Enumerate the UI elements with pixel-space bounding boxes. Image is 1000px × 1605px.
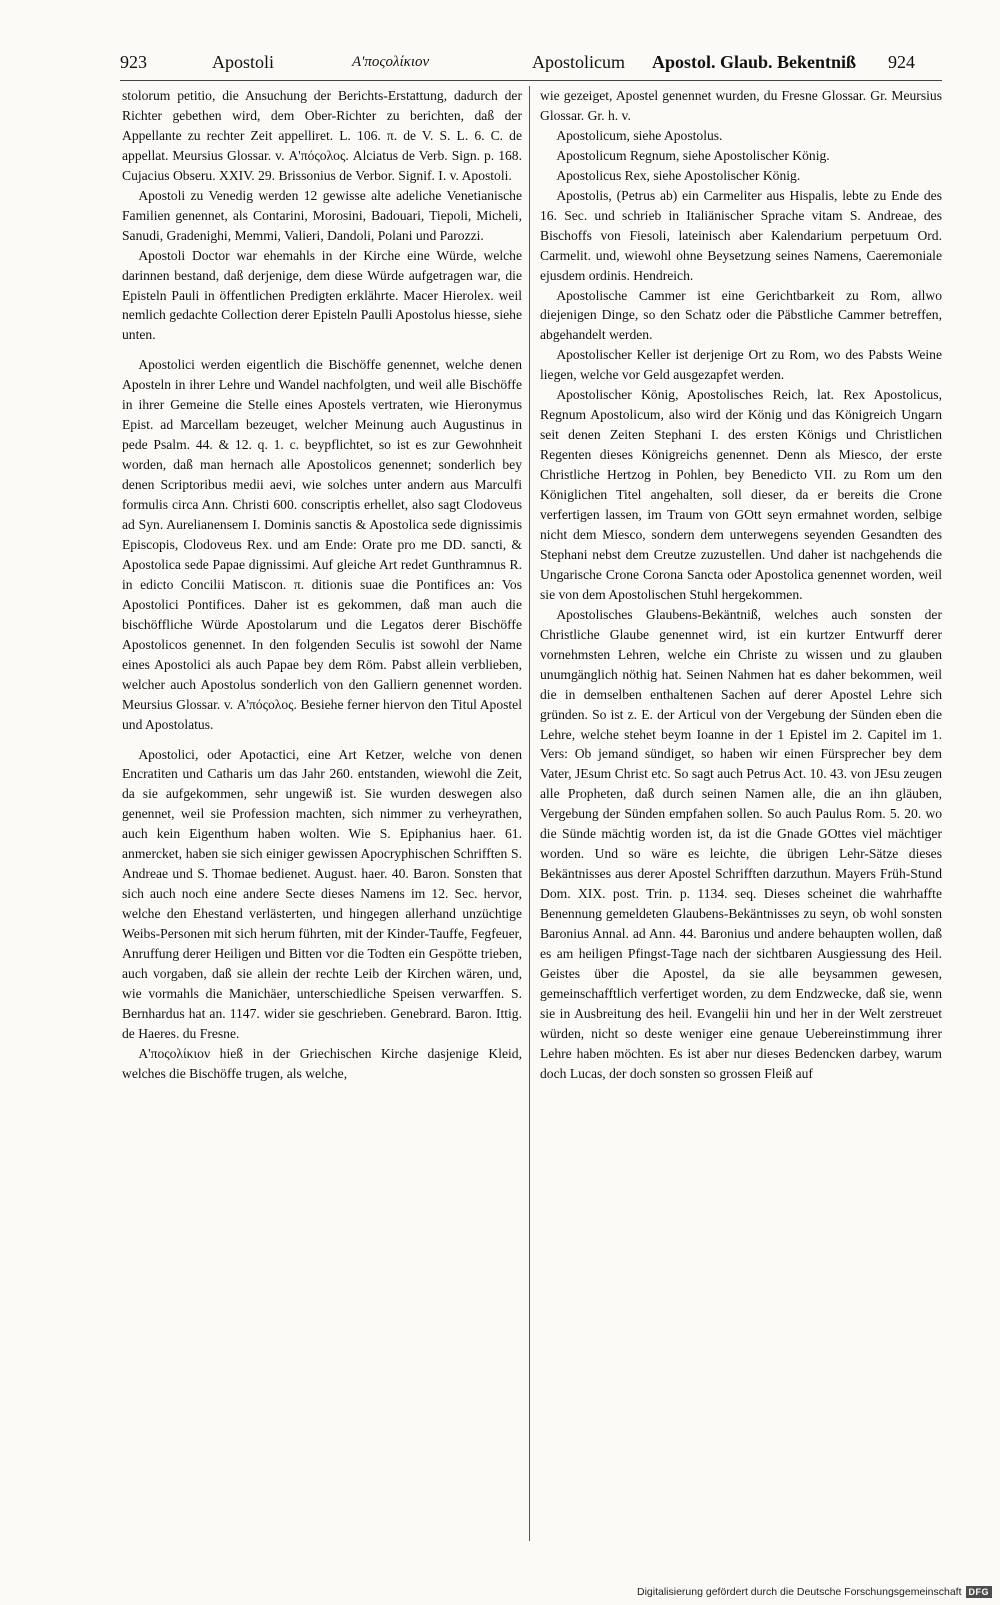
entry-paragraph: stolorum petitio, die Ansuchung der Berichts-Erstattung, dadurch der Richter gebethen wird, dem Ober-Richter zu berichten, daß der Appellante zu rechter Zeit appelliret. L. 106. π. de V. S. L. 6. C. de appellat. Meursius Glossar. v. Α'πόςολος. Alciatus de Verb. Sign. p. 168. Cujacius Obseru. XXIV. 29. Brissonius de Verbor. Signif. I. v. Apostoli. (122, 88, 522, 183)
page-number-right: 924 (888, 52, 915, 72)
entry-paragraph: Apostoli Doctor war ehemahls in der Kirche eine Würde, welche darinnen bestand, daß derjenige, dem diese Würde aufgetragen war, die Episteln Pauli in öffentlichen Predigten erklährte. Macer Hierolex. weil nemlich gedachte Collection derer Episteln Paulli Apostolus hiesse, siehe unten. (122, 247, 522, 343)
header-rule (120, 80, 942, 81)
entry-paragraph: Apostolicum, siehe Apostolus. (556, 127, 723, 143)
column-divider (529, 86, 530, 1541)
header-right-word: Apostolicum (532, 52, 625, 72)
right-column (540, 86, 942, 1084)
header-left-word: Apostoli (212, 52, 275, 72)
running-header (120, 52, 940, 78)
entry-paragraph: Apostolische Cammer ist eine Gerichtbarkeit zu Rom, allwo diejenigen Dinge, so den Schatz oder die Päbstliche Cammer betreffen, abgehandelt werden. (540, 287, 942, 343)
entry-paragraph: Apostolicum Regnum, siehe Apostolischer König. (556, 147, 830, 163)
digitization-footer (637, 1583, 992, 1601)
entry-paragraph: Apostolischer Keller ist derjenige Ort zu Rom, wo des Pabsts Weine liegen, welche vor Geld ausgezapfet werden. (540, 347, 942, 383)
footer-text: Digitalisierung gefördert durch die Deutsche Forschungsgemeinschaft (636, 1586, 962, 1598)
entry-paragraph: Apostoli zu Venedig werden 12 gewisse alte adeliche Venetianische Familien genennet, als Contarini, Morosini, Badouari, Tiepoli, Micheli, Sanudi, Gradenighi, Memmi, Valieri, Dandoli, Polani und Parozzi. (122, 187, 522, 243)
entry-paragraph: Apostolisches Glaubens-Bekäntniß, welches auch sonsten der Christliche Glaube genennet wird, ist ein kurtzer Entwurff derer vornehmsten Lehren, welche ein Christe zu wissen und zu glauben unumgänglich nöthig hat. Seinen Nahmen hat es daher bekommen, weil die in demselben enthaltenen Sachen auf derer Apostel Lehre sich gründen. So ist z. E. der Articul von der Vergebung der Sünden eben die Lehre, welche stehet beym Ioanne in der 1 Epistel im 2. Capitel im 1. Vers: Ob jemand sündiget, so haben wir einen Fürsprecher bey dem Vater, JEsum Christ etc. So sagt auch Petrus Act. 10. 43. von JEsu zeugen alle Propheten, daß durch seinen Namen alle, die an ihn gläuben, Vergebung der Sünden empfahen sollen. So auch Paulus Rom. 5. 20. wo die Sünde mächtig worden ist, da ist die Gnade GOttes viel mächtiger worden. Und so wäre es leichte, die übrigen Lehr-Sätze dieses Bekäntnisses aus derer Apostel Schrifften darzuthun. Mayers Früh-Stund Dom. XIX. post. Trin. p. 1134. seq. Dieses scheinet die wahrhaffte Benennung gemeldeten Glaubens-Bekäntnisses zu seyn, ob wohl sonsten Baronius Annal. ad Ann. 44. Baronius und andere behaupten wollen, daß es am heiligen Pfingst-Tage nach der sichtbaren Ausgiessung des Heil. Geistes über die Apostel, da sie alle beysammen gewesen, gemeinschafftlich verfertiget worden, zu dem Endzwecke, daß sie, wenn sie in Ausbreitung des heil. Evangelii hin und her in der Welt zerstreuet würden, nicht so deste weniger eine genaue Uebereinstimmung ihrer Lehre haben möchten. Es ist aber nur dieses Bedencken darbey, warum doch Lucas, der doch sonsten so grossen Fleiß auf (540, 606, 942, 1081)
entry-paragraph: Apostolischer König, Apostolisches Reich, lat. Rex Apostolicus, Regnum Apostolicum, also wird der König und das Königreich Ungarn seit denen Zeiten Stephani I. des ersten Königs und Christlichen Regenten dieses Königreichs genennet. Denn als Miesco, der erste Christliche Hertzog in Pohlen, bey Benedicto VII. zu Rom um den Königlichen Titel angehalten, soll dieser, da er bereits die Crone verfertigen lassen, im Traum von GOtt seyn ermahnet worden, selbige nicht dem Miesco, sondern dem unterwegens seyenden Gesandten des Stephani nebst dem Creutze zuzustellen. Und daher ist nachgehends die Ungarische Crone Corona Sancta oder Apostolica genennet worden, weil sie von dem Apostolischen Stuhl hergekommen. (540, 387, 942, 602)
header-greek-word: Α'ποςολίκιον (352, 54, 430, 70)
header-title: Apostol. Glaub. Bekentniß (652, 52, 857, 72)
entry-paragraph: Apostolicus Rex, siehe Apostolischer König. (556, 167, 801, 183)
dfg-logo: DFG (966, 1586, 993, 1598)
entry-paragraph: Α'ποςολίκιον hieß in der Griechischen Kirche dasjenige Kleid, welches die Bischöffe trugen, als welche, (122, 1045, 522, 1081)
entry-paragraph: Apostolis, (Petrus ab) ein Carmeliter aus Hispalis, lebte zu Ende des 16. Sec. und schrieb in Italiänischer Sprache vitam S. Andreae, des Bischoffs von Fiesoli, lateinisch aber Kalendarium perpetuum Ord. Carmelit. und, wiewohl ohne Beysetzung seines Namens, Caeremoniale ejusdem ordinis. Hendreich. (540, 187, 942, 283)
entry-paragraph: Apostolici werden eigentlich die Bischöffe genennet, welche denen Aposteln in ihrer Lehre und Wandel nachfolgten, und weil alle Bischöffe in ihrer Gemeine die Stelle eines Apostels vertraten, wie Hieronymus Epist. ad Marcellam bezeuget, welcher Meinung auch Augustinus in pede Psalm. 44. & 12. q. 1. c. beypflichtet, so ist es zur Gewohnheit worden, daß man hernach alle Apostolicos genennet; sonderlich bey denen Scriptoribus medii aevi, wie solches unter andern aus Marculfi formulis circa Ann. Christi 600. conscriptis erhellet, also sagt Clodoveus ad Syn. Aurelianensem I. Dominis sanctis & Apostolica sede dignissimis Episcopis, Clodoveus Rex. und am Ende: Orate pro me DD. sancti, & Apostolica sede Papae dignissimi. Auf gleiche Art redet Gunthramnus R. in edicto Concilii Matiscon. π. ditionis suae die Pontifices an: Vos Apostolici Pontifices. Daher ist es gekommen, daß man auch die bischöffliche Würde Apostolarum und die Legatos derer Bischöffe Apostolicos genennet. In den folgenden Seculis ist sowohl der Name eines Apostolici als auch Papae bey dem Röm. Pabst allein verblieben, welcher auch Apostolus sonderlich von den Galliern genennet worden. Meursius Glossar. v. Α'πόςολος. Besiehe ferner hiervon den Titul Apostel und Apostolatus. (122, 357, 522, 732)
entry-paragraph: Apostolici, oder Apotactici, eine Art Ketzer, welche von denen Encratiten und Catharis um das Jahr 260. entstanden, wiewohl die Zeit, da sie aufgekommen, sehr ungewiß ist. Sie wurden deswegen also genennet, weil sie Profession machten, sich nimmer zu verheyrathen, auch kein Eigenthum haben wolten. Wie S. Epiphanius haer. 61. anmercket, haben sie sich einiger gewissen Apocryphischen Schrifften S. Andreae und S. Thomae bedienet. August. haer. 40. Baron. Sonsten that sich auch noch eine andere Secte dieses Namens im 12. Sec. hervor, welche den Ehestand verlästerten, und hingegen allerhand unzüchtige Weibs-Personen mit sich herum führten, mit der Kinder-Tauffe, Fegfeuer, Anruffung derer Heiligen und Bitten vor die Todten ein Gespötte trieben, auch vorgaben, daß sie allein der rechte Leib der Kirchen wären, und, wie vormahls die Manichäer, unterschiedliche Speisen verwarffen. S. Bernhardus hat an. 1147. wider sie geschrieben. Genebrard. Baron. Ittig. de Haeres. du Fresne. (122, 746, 522, 1041)
left-column (122, 86, 522, 1084)
page-number-left: 923 (120, 52, 147, 72)
entry-paragraph: wie gezeiget, Apostel genennet wurden, du Fresne Glossar. Gr. Meursius Glossar. Gr. h. v. (540, 88, 942, 123)
